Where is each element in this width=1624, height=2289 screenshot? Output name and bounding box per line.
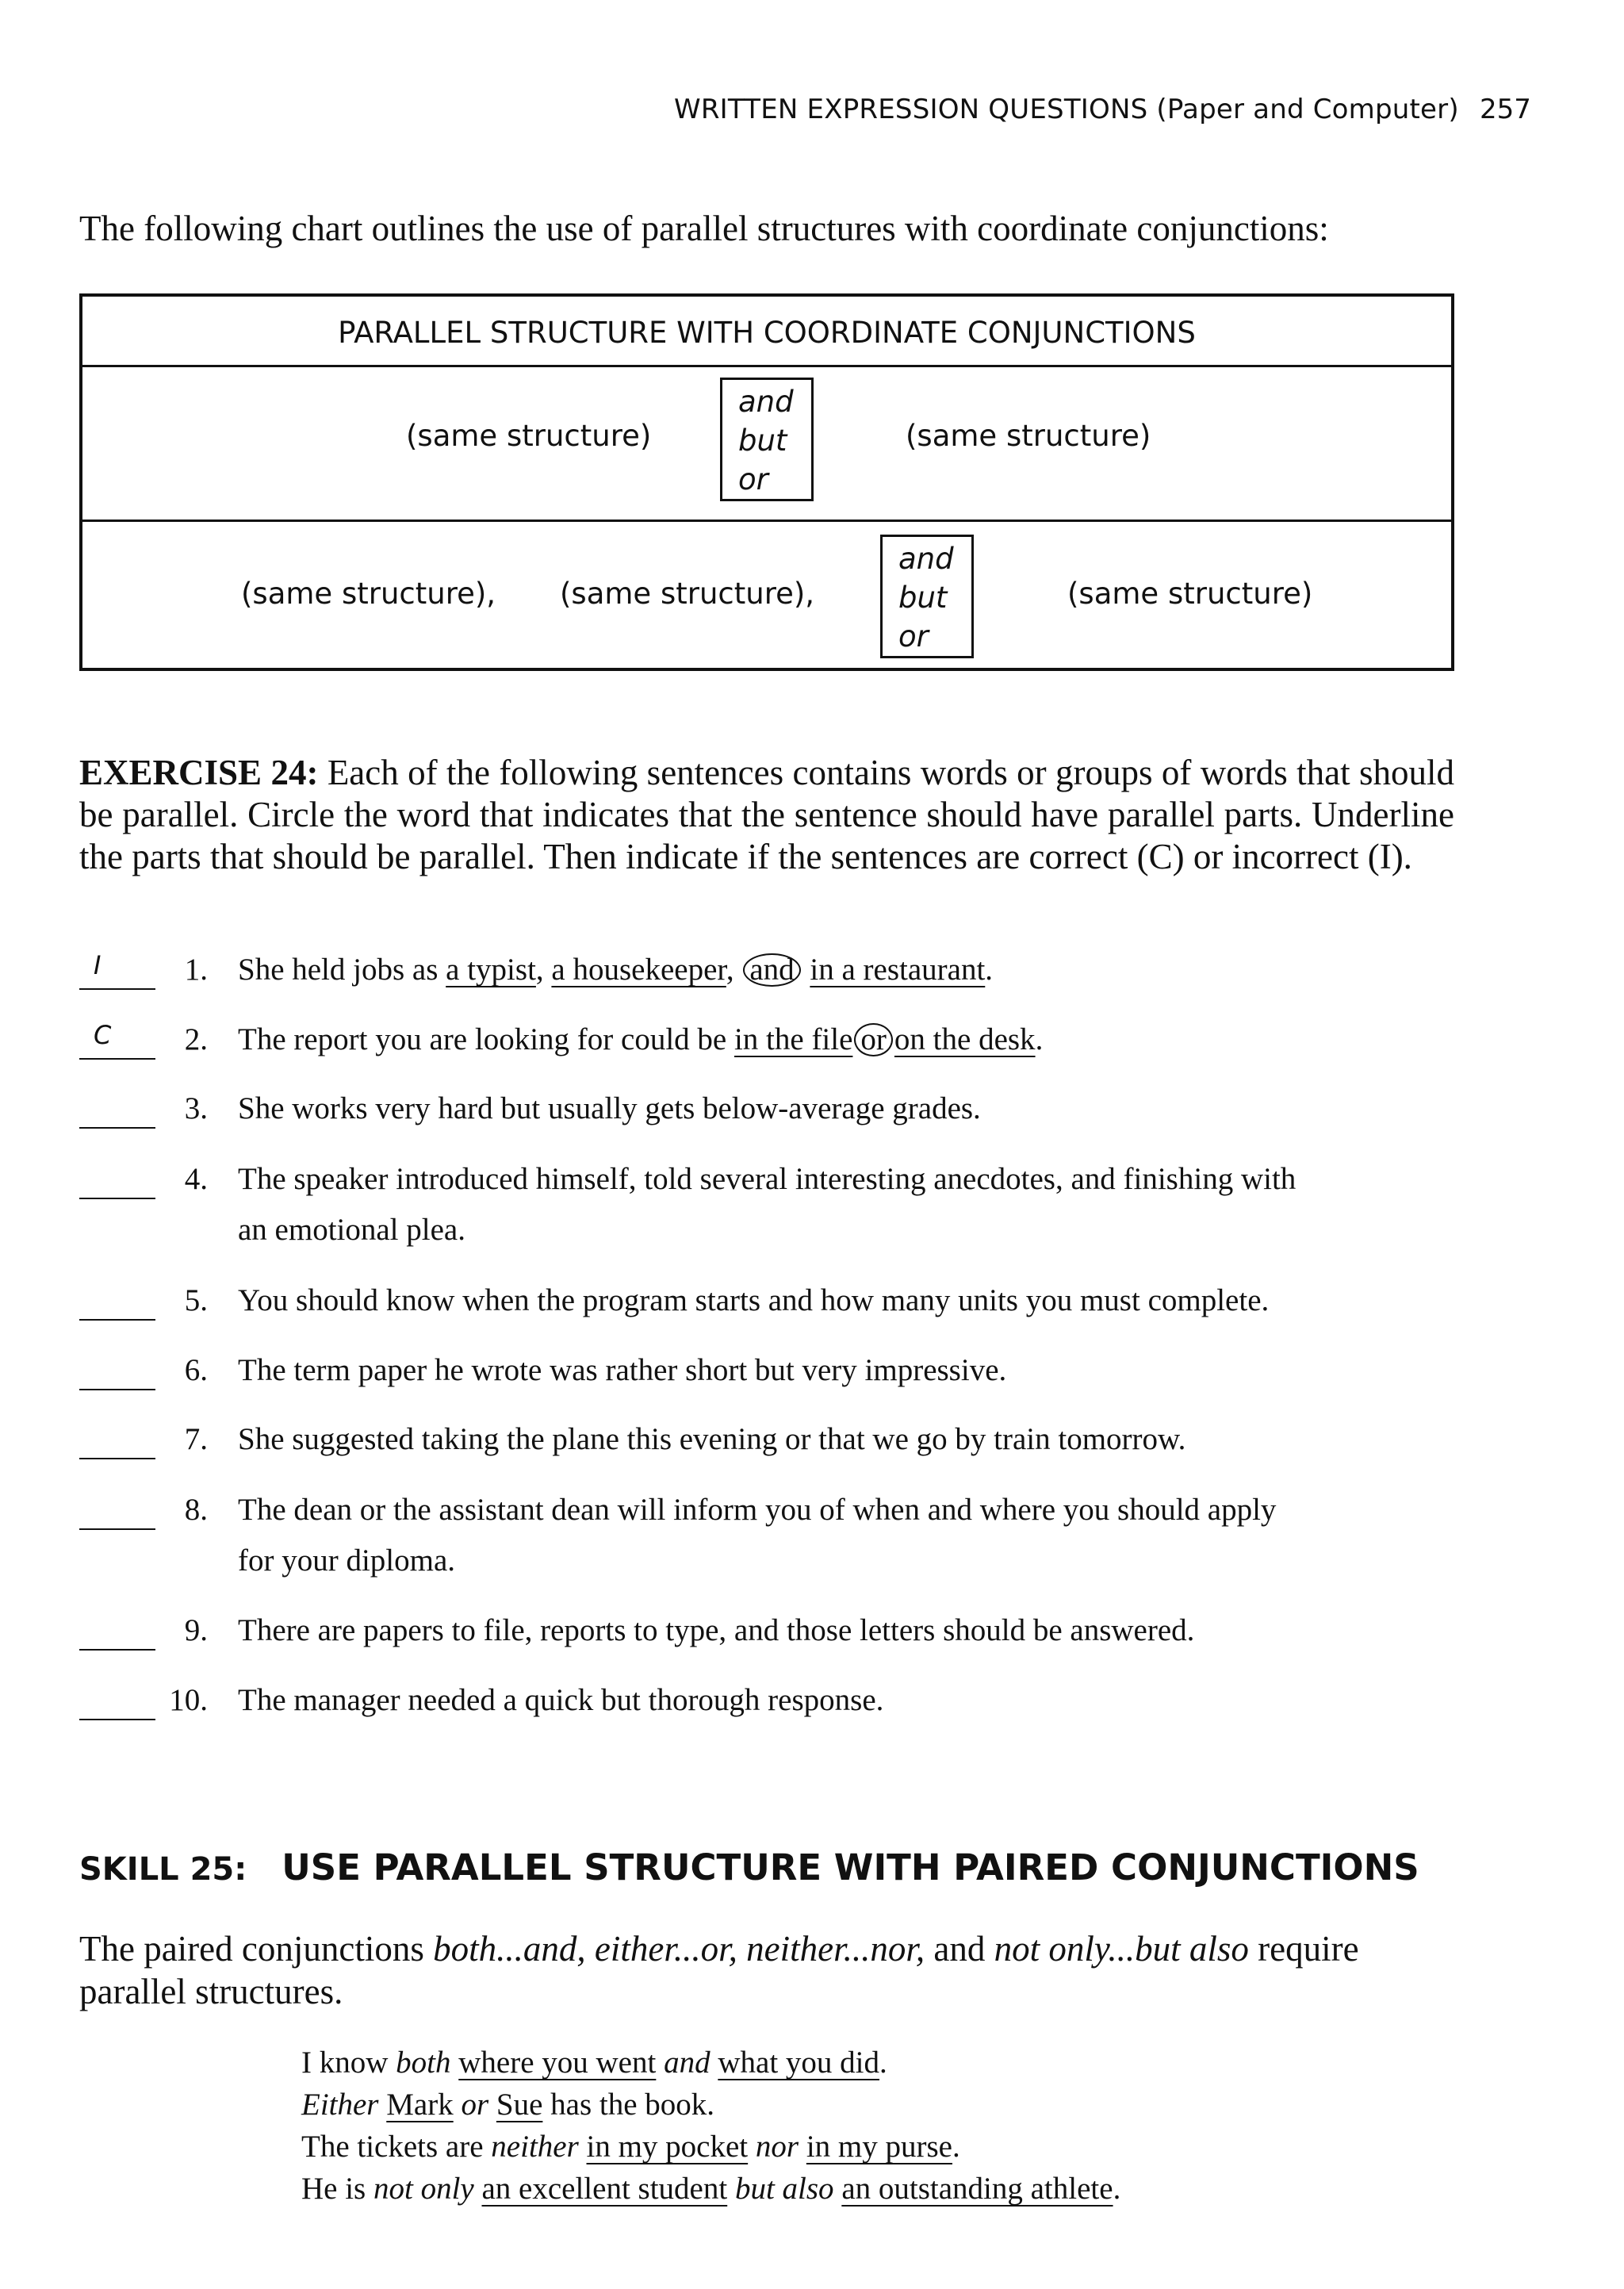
conj-but: but bbox=[898, 581, 948, 615]
parallel-part: in the file bbox=[733, 1022, 853, 1056]
answer-mark: I bbox=[94, 950, 102, 980]
item-text: She works very hard but usually gets below-average grades. bbox=[238, 1091, 981, 1125]
answer-blank[interactable] bbox=[79, 1022, 155, 1060]
item-text-continued: an emotional plea. bbox=[238, 1213, 465, 1247]
circled-conjunction: and bbox=[743, 953, 800, 987]
item-text: You should know when the program starts and how many units you must complete. bbox=[238, 1283, 1270, 1317]
example-line: I know both where you went and what you did. bbox=[301, 2046, 887, 2080]
item-number: 2. bbox=[184, 1022, 208, 1056]
chart-row-two-items bbox=[82, 365, 1451, 522]
item-text: She suggested taking the plane this evening or that we go by train tomorrow. bbox=[238, 1422, 1186, 1456]
item-text-continued: for your diploma. bbox=[238, 1543, 456, 1578]
exercise-text: Each of the following sentences contains words or groups of words that should be parallel. Circle the word that indicates that the sentence should have parallel parts. Underline the parts that should be parallel. Then indicate if the sentences are correct (C) or incorrect (I). bbox=[79, 753, 1454, 876]
page-number: 257 bbox=[1480, 94, 1531, 125]
example-line: Either Mark or Sue has the book. bbox=[301, 2088, 715, 2122]
running-header: WRITTEN EXPRESSION QUESTIONS (Paper and Computer) bbox=[674, 94, 1459, 125]
conj-or: or bbox=[898, 619, 929, 654]
answer-blank[interactable] bbox=[79, 1492, 155, 1530]
item-number: 3. bbox=[184, 1091, 208, 1125]
parallel-structure-chart bbox=[79, 293, 1454, 671]
paired-conjunction: both...and, bbox=[433, 1929, 586, 1969]
chart-cell-left: (same structure) bbox=[406, 419, 652, 453]
chart-conjunction-box-2 bbox=[880, 535, 974, 658]
item-text: She held jobs as a typist, a housekeeper, and in a restaurant. bbox=[238, 953, 994, 987]
parallel-part: on the desk bbox=[894, 1022, 1036, 1056]
skill-paragraph: The paired conjunctions both...and, either...or, neither...nor, and not only...but also require parallel structures. bbox=[79, 1929, 1359, 2011]
conj-but: but bbox=[738, 424, 787, 458]
conj-and: and bbox=[738, 385, 794, 419]
parallel-part: in a restaurant bbox=[810, 953, 986, 987]
exercise-label: EXERCISE 24: bbox=[79, 753, 319, 792]
item-number: 5. bbox=[184, 1283, 208, 1317]
chart-title: PARALLEL STRUCTURE WITH COORDINATE CONJUNCTIONS bbox=[338, 316, 1196, 350]
answer-blank[interactable] bbox=[79, 1682, 155, 1720]
chart-cell-second: (same structure), bbox=[560, 577, 815, 611]
item-text: The manager needed a quick but thorough response. bbox=[238, 1683, 884, 1717]
answer-blank[interactable] bbox=[79, 952, 155, 990]
answer-blank[interactable] bbox=[79, 1161, 155, 1199]
parallel-part: a housekeeper bbox=[551, 953, 726, 987]
answer-blank[interactable] bbox=[79, 1352, 155, 1390]
item-number: 9. bbox=[184, 1613, 208, 1647]
item-text: The speaker introduced himself, told several interesting anecdotes, and finishing with bbox=[238, 1162, 1297, 1196]
example-line: He is not only an excellent student but also an outstanding athlete. bbox=[301, 2172, 1121, 2206]
example-line: The tickets are neither in my pocket nor in my purse. bbox=[301, 2130, 960, 2164]
item-text: The report you are looking for could be in the file or on the desk. bbox=[238, 1022, 1044, 1056]
item-text: The dean or the assistant dean will inform you of when and where you should apply bbox=[238, 1493, 1277, 1527]
conj-and: and bbox=[898, 542, 954, 576]
chart-cell-first: (same structure), bbox=[241, 577, 496, 611]
item-number: 7. bbox=[184, 1422, 208, 1456]
conj-or: or bbox=[738, 462, 768, 497]
answer-mark: C bbox=[94, 1020, 112, 1050]
chart-cell-last: (same structure) bbox=[1067, 577, 1313, 611]
chart-intro: The following chart outlines the use of parallel structures with coordinate conjunctions: bbox=[79, 209, 1329, 248]
paired-conjunction: not only...but also bbox=[994, 1929, 1249, 1969]
chart-title-row bbox=[82, 297, 1451, 367]
skill-label: SKILL 25: bbox=[79, 1851, 247, 1888]
answer-blank[interactable] bbox=[79, 1091, 155, 1129]
parallel-part: a typist bbox=[446, 953, 536, 987]
item-number: 8. bbox=[184, 1493, 208, 1527]
answer-blank[interactable] bbox=[79, 1283, 155, 1321]
chart-cell-right: (same structure) bbox=[906, 419, 1151, 453]
item-number: 1. bbox=[184, 953, 208, 987]
paired-conjunction: neither...nor, bbox=[746, 1929, 925, 1969]
circled-conjunction: or bbox=[854, 1023, 893, 1056]
skill-examples bbox=[301, 2042, 1120, 2210]
answer-blank[interactable] bbox=[79, 1612, 155, 1651]
skill-heading bbox=[79, 1846, 1419, 1888]
item-number: 4. bbox=[184, 1162, 208, 1196]
item-number: 6. bbox=[184, 1353, 208, 1387]
paired-conjunction: either...or, bbox=[594, 1929, 737, 1969]
item-number: 10. bbox=[169, 1683, 208, 1717]
chart-conjunction-box bbox=[720, 378, 814, 501]
skill-title: USE PARALLEL STRUCTURE WITH PAIRED CONJUNCTIONS bbox=[282, 1846, 1419, 1888]
exercise-instructions bbox=[79, 752, 1454, 878]
answer-blank[interactable] bbox=[79, 1421, 155, 1459]
item-text: There are papers to file, reports to type, and those letters should be answered. bbox=[238, 1613, 1195, 1647]
item-text: The term paper he wrote was rather short but very impressive. bbox=[238, 1353, 1007, 1387]
